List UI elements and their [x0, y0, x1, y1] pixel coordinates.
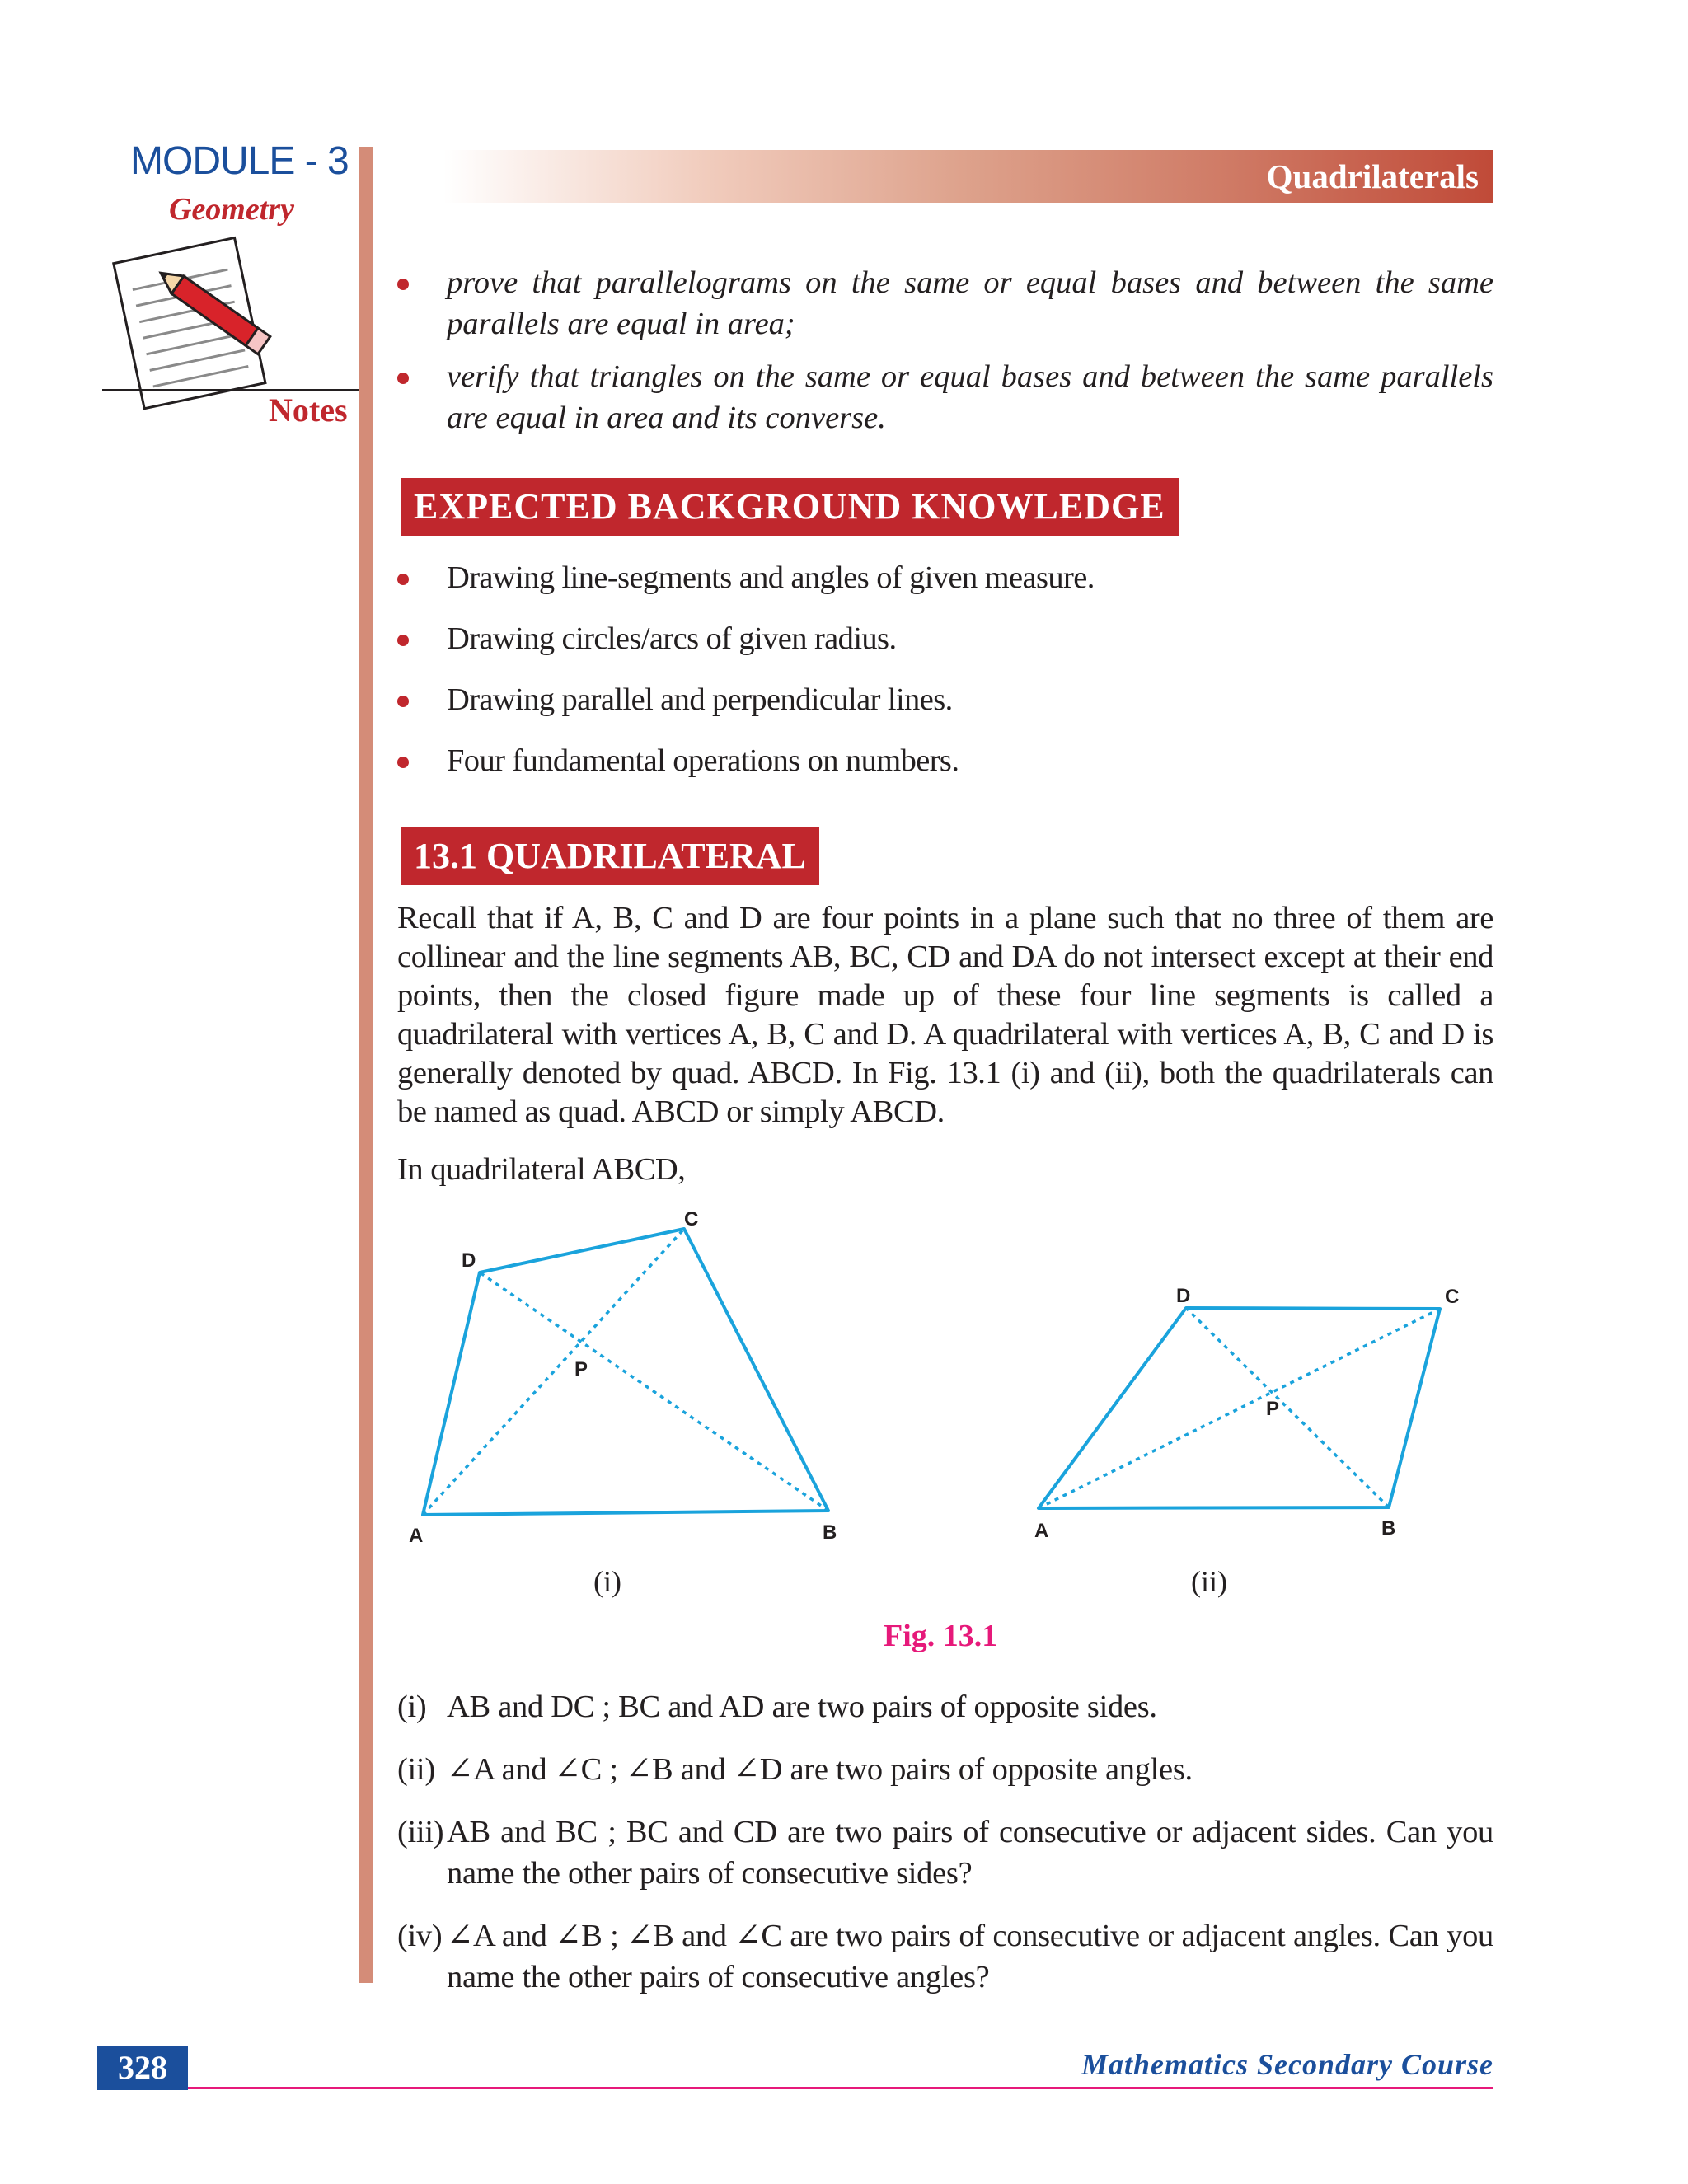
chapter-header-band: [443, 150, 1493, 203]
footer-rule: [188, 2087, 1493, 2089]
intersection-p-label: P: [574, 1358, 588, 1380]
vertex-a-label: A: [1034, 1520, 1049, 1542]
bullet-icon: [397, 279, 409, 290]
list-item: [397, 1686, 1493, 1727]
item-number: (i): [397, 1690, 427, 1724]
figure-label: Fig. 13.1: [884, 1619, 998, 1653]
list-item: [397, 1811, 1493, 1894]
list-item: [397, 356, 1493, 438]
objectives-list: [397, 262, 1493, 450]
module-subject: Geometry: [169, 192, 294, 227]
property-text: ∠A and ∠C ; ∠B and ∠D are two pairs of opposite angles.: [447, 1752, 1193, 1787]
notes-pencil-icon: [99, 229, 280, 410]
quadrilateral-ii: [1034, 1285, 1459, 1598]
list-item: [397, 740, 1493, 781]
list-item: [397, 1915, 1493, 1998]
quad-ii-diagonal-bd: [1186, 1308, 1389, 1507]
vertex-d-label: D: [462, 1249, 476, 1272]
property-text: ∠A and ∠B ; ∠B and ∠C are two pairs of consecutive or adjacent angles. Can you name the other pairs of consecutive angles?: [447, 1919, 1493, 1994]
figure-caption-ii: (ii): [1191, 1565, 1227, 1598]
objective-text: verify that triangles on the same or equal bases and between the same parallels are equal in area and its converse.: [447, 359, 1493, 435]
properties-list: [397, 1686, 1493, 2019]
vertex-a-label: A: [409, 1525, 424, 1547]
background-knowledge-list: [397, 557, 1493, 801]
module-title: MODULE - 3: [130, 139, 349, 183]
bullet-icon: [397, 373, 409, 384]
quad-i-diagonal-ac: [423, 1229, 684, 1515]
knowledge-text: Drawing parallel and perpendicular lines.: [447, 682, 953, 717]
list-item: [397, 557, 1493, 598]
knowledge-text: Drawing line-segments and angles of given measure.: [447, 560, 1095, 595]
item-number: (ii): [397, 1752, 435, 1787]
bullet-icon: [397, 574, 409, 585]
figure-13-1: [396, 1199, 1500, 1661]
bullet-icon: [397, 757, 409, 768]
section-heading: 13.1 QUADRILATERAL: [401, 827, 819, 885]
property-text: AB and DC ; BC and AD are two pairs of opposite sides.: [447, 1690, 1157, 1724]
figure-caption-i: (i): [593, 1565, 621, 1598]
property-text: AB and BC ; BC and CD are two pairs of consecutive or adjacent sides. Can you name the other pairs of consecutive sides?: [447, 1815, 1493, 1891]
chapter-title: Quadrilaterals: [1266, 157, 1479, 195]
item-number: (iii): [397, 1815, 444, 1849]
knowledge-text: Four fundamental operations on numbers.: [447, 743, 959, 778]
background-knowledge-heading: EXPECTED BACKGROUND KNOWLEDGE: [401, 478, 1179, 536]
vertex-b-label: B: [823, 1521, 837, 1544]
bullet-icon: [397, 635, 409, 646]
course-title: Mathematics Secondary Course: [1081, 2048, 1493, 2081]
list-item: [397, 618, 1493, 659]
intersection-p-label: P: [1266, 1398, 1280, 1420]
quadrilateral-i: [409, 1208, 837, 1598]
lead-in-text: In quadrilateral ABCD,: [397, 1152, 686, 1187]
margin-divider: [359, 147, 373, 1983]
quad-ii-diagonal-ac: [1039, 1309, 1440, 1508]
objective-text: prove that parallelograms on the same or equal bases and between the same parallels are equal in area;: [447, 265, 1493, 341]
knowledge-text: Drawing circles/arcs of given radius.: [447, 621, 897, 656]
bullet-icon: [397, 696, 409, 707]
list-item: [397, 262, 1493, 344]
quad-i-diagonal-bd: [480, 1272, 828, 1511]
vertex-c-label: C: [1445, 1286, 1460, 1308]
page-number: 328: [97, 2046, 188, 2090]
vertex-d-label: D: [1176, 1285, 1191, 1307]
list-item: [397, 679, 1493, 720]
vertex-b-label: B: [1381, 1517, 1396, 1540]
intro-paragraph: Recall that if A, B, C and D are four points in a plane such that no three of them are collinear and the line segments AB, BC, CD and DA do not intersect except at their end points, then the closed figure made up of these four line segments is called a quadrilateral with vertices A, B, C and D. A quadrilateral with vertices A, B, C and D is generally denoted by quad. ABCD. In Fig. 13.1 (i) and (ii), both the quadrilaterals can be named as quad. ABCD or simply ABCD.: [397, 901, 1493, 1129]
notes-label: Notes: [269, 391, 348, 429]
vertex-c-label: C: [684, 1208, 699, 1230]
list-item: [397, 1749, 1493, 1790]
item-number: (iv): [397, 1919, 443, 1953]
